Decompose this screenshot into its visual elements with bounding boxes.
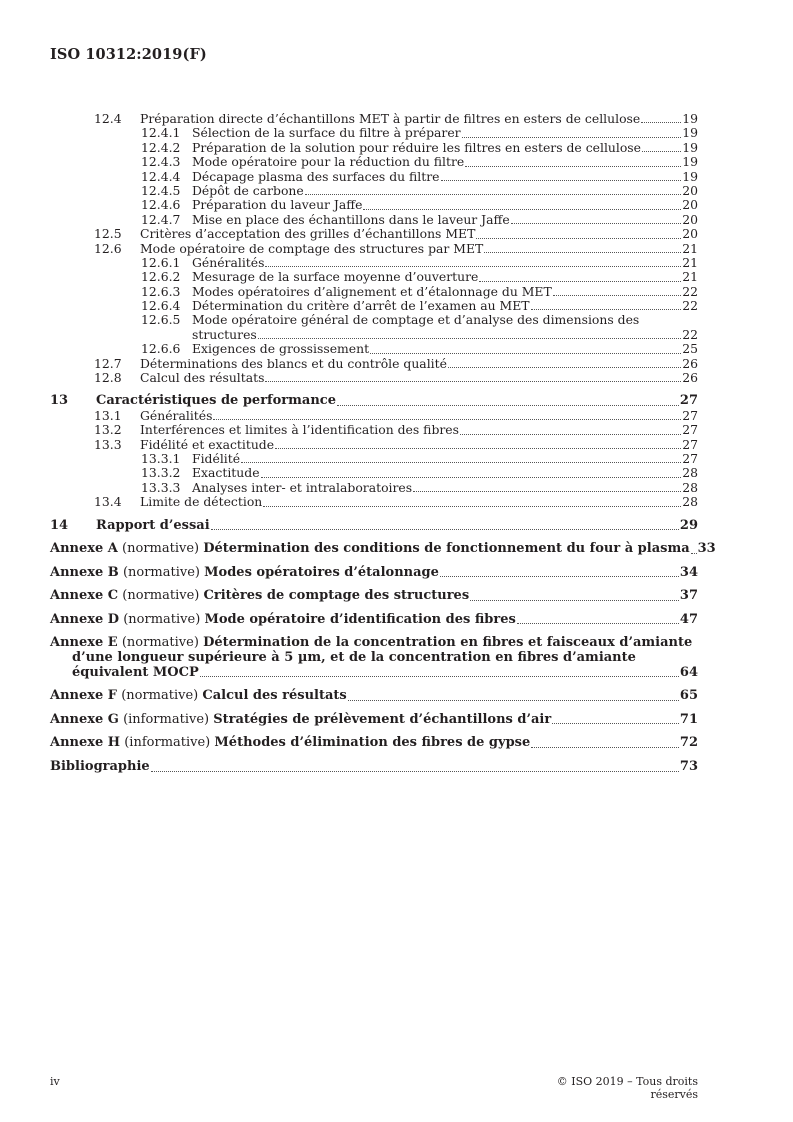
toc-entry-13-2[interactable]: 13.2 Interférences et limites à l’identification des fibres 27 xyxy=(94,422,698,438)
toc-entry-12-5[interactable]: 12.5 Critères d’acceptation des grilles d’échantillons MET 20 xyxy=(94,226,698,242)
toc-entry-13-4[interactable]: 13.4 Limite de détection 28 xyxy=(94,494,698,510)
toc-entry-12-4[interactable]: 12.4 Préparation directe d’échantillons MET à partir de filtres en esters de cellulose 19 xyxy=(94,110,698,126)
toc-entry-12-4-4[interactable]: 12.4.4 Décapage plasma des surfaces du filtre 19 xyxy=(141,168,698,184)
toc-entry-14[interactable]: 14 Rapport d’essai 29 xyxy=(50,517,698,533)
toc-entry-13-3-2[interactable]: 13.3.2 Exactitude 28 xyxy=(141,465,698,481)
table-of-contents xyxy=(50,110,716,775)
toc-annex-e[interactable]: Annexe E (normative) Détermination de la concentration en fibres et faisceaux d’amiante d’une longueur supérieure à 5 µm, et de la concentration en fibres d’amiante équivalent MOCP 64 xyxy=(50,635,698,680)
toc-entry-12-4-7[interactable]: 12.4.7 Mise en place des échantillons dans le laveur Jaffe 20 xyxy=(141,211,698,227)
toc-entry-12-6-3[interactable]: 12.6.3 Modes opératoires d’alignement et d’étalonnage du MET 22 xyxy=(141,283,698,299)
toc-entry-12-6-6[interactable]: 12.6.6 Exigences de grossissement 25 xyxy=(141,341,698,357)
toc-annex-g[interactable]: Annexe G (informative) Stratégies de prélèvement d’échantillons d’air 71 xyxy=(50,711,698,727)
toc-entry-12-6-5[interactable]: 12.6.5 Mode opératoire général de comptage et d’analyse des dimensions des structures 22 xyxy=(141,312,698,342)
toc-annex-f[interactable]: Annexe F (normative) Calcul des résultats 65 xyxy=(50,688,698,704)
toc-annex-b[interactable]: Annexe B (normative) Modes opératoires d’étalonnage 34 xyxy=(50,564,698,580)
toc-bibliography[interactable]: Bibliographie 73 xyxy=(50,758,698,774)
toc-entry-12-4-3[interactable]: 12.4.3 Mode opératoire pour la réduction du filtre 19 xyxy=(141,154,698,170)
toc-entry-12-4-5[interactable]: 12.4.5 Dépôt de carbone 20 xyxy=(141,182,698,198)
toc-entry-12-4-2[interactable]: 12.4.2 Préparation de la solution pour réduire les filtres en esters de cellulose 19 xyxy=(141,139,698,155)
toc-entry-12-4-1[interactable]: 12.4.1 Sélection de la surface du filtre à préparer 19 xyxy=(141,125,698,141)
toc-entry-12-8[interactable]: 12.8 Calcul des résultats 26 xyxy=(94,370,698,386)
toc-entry-13-3[interactable]: 13.3 Fidélité et exactitude 27 xyxy=(94,436,698,452)
toc-entry-12-6-4[interactable]: 12.6.4 Détermination du critère d’arrêt de l’examen au MET 22 xyxy=(141,298,698,314)
toc-entry-12-7[interactable]: 12.7 Déterminations des blancs et du contrôle qualité 26 xyxy=(94,355,698,371)
toc-annex-a[interactable]: Annexe A (normative) Détermination des conditions de fonctionnement du four à plasma 33 xyxy=(50,540,716,556)
copyright-notice: © ISO 2019 – Tous droits réservés xyxy=(556,1075,698,1101)
page-number: iv xyxy=(50,1075,60,1088)
toc-annex-c[interactable]: Annexe C (normative) Critères de comptage des structures 37 xyxy=(50,588,698,604)
toc-entry-12-6-2[interactable]: 12.6.2 Mesurage de la surface moyenne d’ouverture 21 xyxy=(141,269,698,285)
toc-entry-13-3-3[interactable]: 13.3.3 Analyses inter- et intralaboratoires 28 xyxy=(141,479,698,495)
toc-annex-d[interactable]: Annexe D (normative) Mode opératoire d’identification des fibres 47 xyxy=(50,611,698,627)
toc-entry-12-6[interactable]: 12.6 Mode opératoire de comptage des structures par MET 21 xyxy=(94,240,698,256)
toc-entry-12-4-6[interactable]: 12.4.6 Préparation du laveur Jaffe 20 xyxy=(141,197,698,213)
document-id: ISO 10312:2019(F) xyxy=(50,46,207,63)
toc-annex-h[interactable]: Annexe H (informative) Méthodes d’élimination des fibres de gypse 72 xyxy=(50,735,698,751)
toc-entry-13[interactable]: 13 Caractéristiques de performance 27 xyxy=(50,393,698,409)
toc-entry-13-3-1[interactable]: 13.3.1 Fidélité 27 xyxy=(141,451,698,467)
toc-entry-13-1[interactable]: 13.1 Généralités 27 xyxy=(94,407,698,423)
toc-entry-12-6-1[interactable]: 12.6.1 Généralités 21 xyxy=(141,254,698,270)
